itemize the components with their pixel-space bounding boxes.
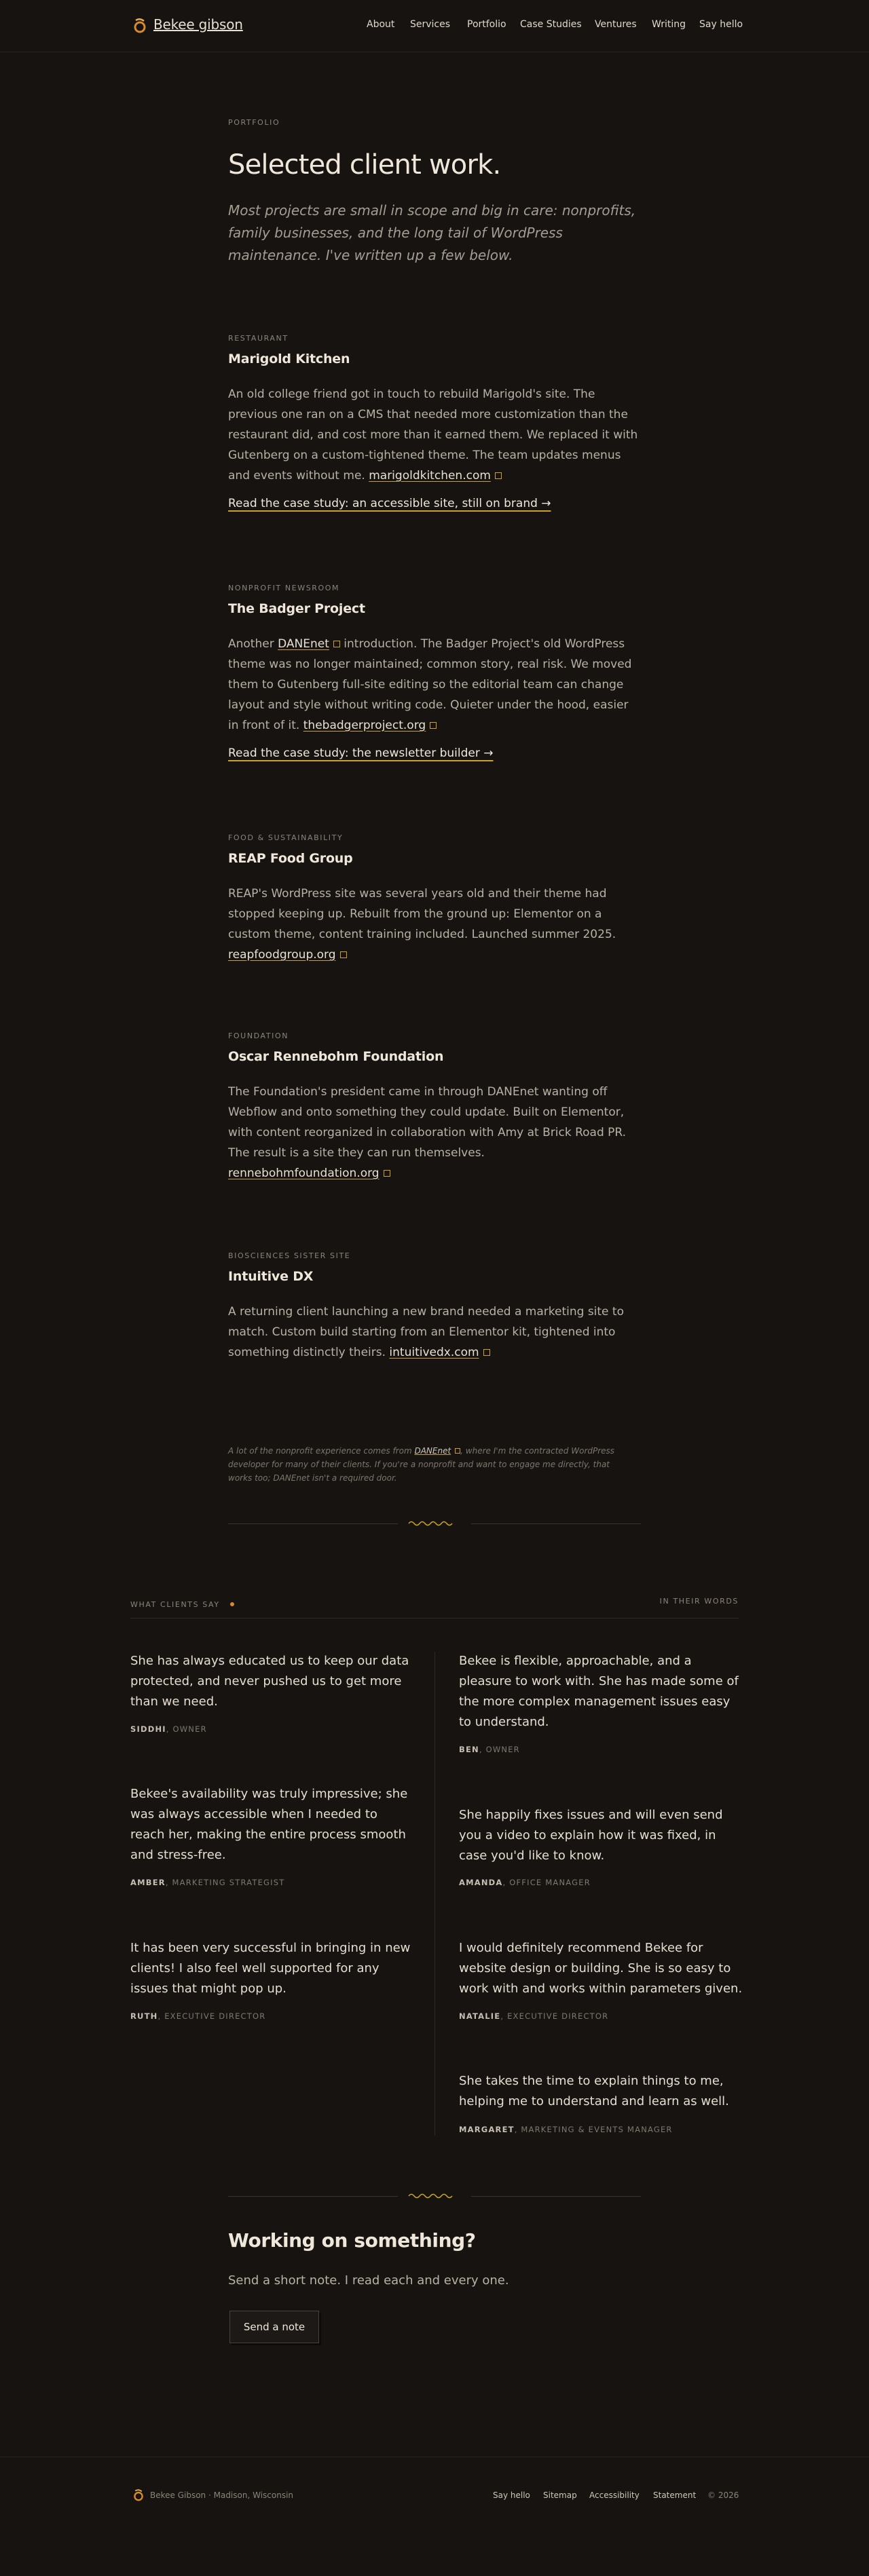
- note-danenet-link[interactable]: [414, 1446, 451, 1456]
- case-study-link[interactable]: Read the case study: an accessible site, still on brand →: [228, 497, 551, 510]
- project-description: [228, 384, 642, 486]
- project-title: Oscar Rennebohm Foundation: [228, 1049, 444, 1064]
- project-category: NONPROFIT NEWSROOM: [228, 584, 340, 592]
- external-link-icon: [340, 951, 347, 958]
- testimonial-quote: Bekee's availability was truly impressive; she was always accessible when I needed to reach her, making the entire process smooth and stress-free.: [130, 1787, 408, 1862]
- project-site-link-label: thebadgerproject.org: [303, 719, 426, 732]
- project-site-link-label: intuitivedx.com: [389, 1346, 479, 1359]
- project-title: Intuitive DX: [228, 1269, 314, 1284]
- project-description-text: The Foundation's president came in through DANEnet wanting off Webflow and onto something they could update. Built on Elementor, with content reorganized in collaboration with Amy at Brick Road PR. The result is a site they can run themselves.: [228, 1085, 626, 1160]
- copyright: © 2026: [707, 2490, 739, 2500]
- testimonial-role: EXECUTIVE DIRECTOR: [507, 2011, 609, 2021]
- testimonial-attribution: BEN, OWNER: [459, 1745, 520, 1754]
- project-description: [228, 634, 642, 736]
- footer-link-accessibility[interactable]: Accessibility: [589, 2490, 640, 2500]
- skip-link[interactable]: [3, 3, 126, 39]
- testimonials-header: [130, 1597, 739, 1610]
- nav-portfolio[interactable]: Portfolio: [467, 19, 506, 30]
- external-link-icon: [483, 1349, 490, 1356]
- project-description-text: Another: [228, 637, 274, 651]
- external-link-icon: [333, 641, 340, 647]
- project-site-link[interactable]: [228, 1167, 380, 1180]
- page-title: Selected client work.: [228, 149, 501, 181]
- testimonial-quote: She has always educated us to keep our data protected, and never pushed us to get more than we need.: [130, 1654, 409, 1709]
- nav-say-hello[interactable]: Say hello: [699, 19, 743, 30]
- note-danenet-link-label: DANEnet: [414, 1446, 451, 1456]
- external-link-icon: [384, 1170, 390, 1177]
- testimonials-label: WHAT CLIENTS SAY: [130, 1600, 220, 1609]
- project-title: The Badger Project: [228, 601, 365, 616]
- testimonial-quote: She takes the time to explain things to me, helping me to understand and learn as well.: [459, 2074, 729, 2108]
- project-site-link[interactable]: [228, 948, 336, 962]
- testimonials-right-label: IN THEIR WORDS: [659, 1597, 739, 1606]
- testimonial-attribution: NATALIE, EXECUTIVE DIRECTOR: [459, 2011, 609, 2021]
- nav-case-studies[interactable]: Case Studies: [520, 19, 582, 30]
- testimonial-name: MARGARET: [459, 2125, 515, 2134]
- testimonial-name: SIDDHI: [130, 1724, 166, 1734]
- project-site-link-label: marigoldkitchen.com: [369, 469, 491, 482]
- project-title: REAP Food Group: [228, 851, 353, 866]
- note-text: A lot of the nonprofit experience comes from: [228, 1446, 412, 1456]
- project-site-link-label: reapfoodgroup.org: [228, 948, 336, 962]
- testimonial-attribution: AMBER, MARKETING STRATEGIST: [130, 1878, 285, 1887]
- testimonial-name: NATALIE: [459, 2011, 501, 2021]
- testimonial-name: RUTH: [130, 2011, 158, 2021]
- testimonial-role: MARKETING STRATEGIST: [172, 1878, 285, 1887]
- squiggle-divider-icon: [407, 2191, 455, 2201]
- nav-ventures[interactable]: Ventures: [595, 19, 637, 30]
- footer-link-say-hello[interactable]: Say hello: [493, 2490, 530, 2500]
- project-description-text: introduction. The Badger Project's old WordPress theme was no longer maintained; common story, real risk. We moved them to Gutenberg full-site editing so the editorial team can change layout and style without writing code. Quieter under the hood, easier in front of it.: [228, 637, 632, 732]
- project-category: RESTAURANT: [228, 334, 289, 343]
- danenet-link-label: DANEnet: [278, 637, 329, 651]
- column-divider: [434, 1652, 435, 2136]
- divider: [228, 2196, 398, 2197]
- testimonial-name: BEN: [459, 1745, 479, 1754]
- danenet-link[interactable]: [278, 637, 329, 651]
- project-description: [228, 1082, 642, 1183]
- danenet-note: [228, 1444, 635, 1485]
- testimonial-role: OFFICE MANAGER: [509, 1878, 591, 1887]
- squiggle-divider-icon: [407, 1519, 455, 1528]
- testimonial-quote: I would definitely recommend Bekee for website design or building. She is so easy to work with and works within parameters given.: [459, 1941, 743, 1996]
- project-category: FOUNDATION: [228, 1031, 289, 1040]
- project-description-text: An old college friend got in touch to rebuild Marigold's site. The previous one ran on a CMS that needed more customization than the restaurant did, and cost more than it earned them. We replaced it with Gutenberg on a custom-tightened theme. The team updates menus and events without me.: [228, 387, 638, 482]
- project-site-link[interactable]: [369, 469, 491, 482]
- dot-icon: [230, 1602, 234, 1606]
- site-footer: [0, 2457, 869, 2576]
- project-description: [228, 1302, 642, 1363]
- logo-icon[interactable]: [133, 18, 147, 33]
- testimonial-attribution: AMANDA, OFFICE MANAGER: [459, 1878, 591, 1887]
- testimonial-role: EXECUTIVE DIRECTOR: [164, 2011, 266, 2021]
- testimonial-quote: It has been very successful in bringing in new clients! I also feel well supported for any issues that might pop up.: [130, 1941, 411, 1996]
- portfolio-eyebrow: PORTFOLIO: [228, 118, 280, 127]
- case-study-link[interactable]: Read the case study: the newsletter builder →: [228, 746, 494, 760]
- testimonial-role: MARKETING & EVENTS MANAGER: [521, 2125, 673, 2134]
- footer-link-sitemap[interactable]: Sitemap: [543, 2490, 577, 2500]
- footer-text: Bekee Gibson · Madison, Wisconsin: [150, 2490, 294, 2500]
- divider: [471, 2196, 641, 2197]
- cta-text: Send a short note. I read each and every one.: [228, 2273, 509, 2288]
- project-description: [228, 884, 642, 965]
- site-header: [0, 0, 869, 52]
- note-text: , where I'm the contracted WordPress developer for many of their clients. If you're a nonprofit and want to engage me directly, that works too; DANEnet isn't a required door.: [228, 1446, 615, 1483]
- testimonial-attribution: RUTH, EXECUTIVE DIRECTOR: [130, 2011, 266, 2021]
- footer-link-statement[interactable]: Statement: [653, 2490, 697, 2500]
- testimonial-role: OWNER: [485, 1745, 520, 1754]
- external-link-icon: [455, 1448, 460, 1454]
- testimonial-role: OWNER: [172, 1724, 207, 1734]
- project-category: BIOSCIENCES SISTER SITE: [228, 1251, 351, 1260]
- send-note-button[interactable]: Send a note: [229, 2311, 319, 2343]
- footer-logo-icon[interactable]: [133, 2489, 144, 2501]
- nav-writing[interactable]: Writing: [652, 19, 686, 30]
- project-site-link[interactable]: [389, 1346, 479, 1359]
- project-site-link[interactable]: [303, 719, 426, 732]
- nav-about[interactable]: About: [367, 19, 395, 30]
- divider: [471, 1523, 641, 1524]
- project-description-text: REAP's WordPress site was several years old and their theme had stopped keeping up. Rebuilt from the ground up: Elementor on a custom theme, content training included. Launched summer 2025.: [228, 887, 616, 941]
- cta-title: Working on something?: [228, 2229, 476, 2252]
- testimonial-attribution: SIDDHI, OWNER: [130, 1724, 207, 1734]
- project-category: FOOD & SUSTAINABILITY: [228, 833, 344, 842]
- project-title: Marigold Kitchen: [228, 352, 350, 366]
- site-title[interactable]: Bekee gibson: [153, 16, 243, 33]
- external-link-icon: [495, 472, 502, 479]
- project-description-text: A returning client launching a new brand needed a marketing site to match. Custom build starting from an Elementor kit, tightened into something distinctly theirs.: [228, 1305, 624, 1359]
- testimonial-name: AMBER: [130, 1878, 166, 1887]
- page-lede: Most projects are small in scope and big in care: nonprofits, family businesses, and the long tail of WordPress maintenance. I've written up a few below.: [228, 202, 636, 263]
- nav-services[interactable]: Services: [410, 19, 451, 30]
- testimonial-quote: Bekee is flexible, approachable, and a pleasure to work with. She has made some of the more complex management issues easy to understand.: [459, 1654, 739, 1729]
- external-link-icon: [430, 722, 437, 729]
- testimonial-attribution: MARGARET, MARKETING & EVENTS MANAGER: [459, 2125, 673, 2134]
- project-site-link-label: rennebohmfoundation.org: [228, 1167, 380, 1180]
- testimonial-name: AMANDA: [459, 1878, 503, 1887]
- testimonial-quote: She happily fixes issues and will even send you a video to explain how it was fixed, in case you'd like to know.: [459, 1808, 723, 1863]
- divider: [228, 1523, 398, 1524]
